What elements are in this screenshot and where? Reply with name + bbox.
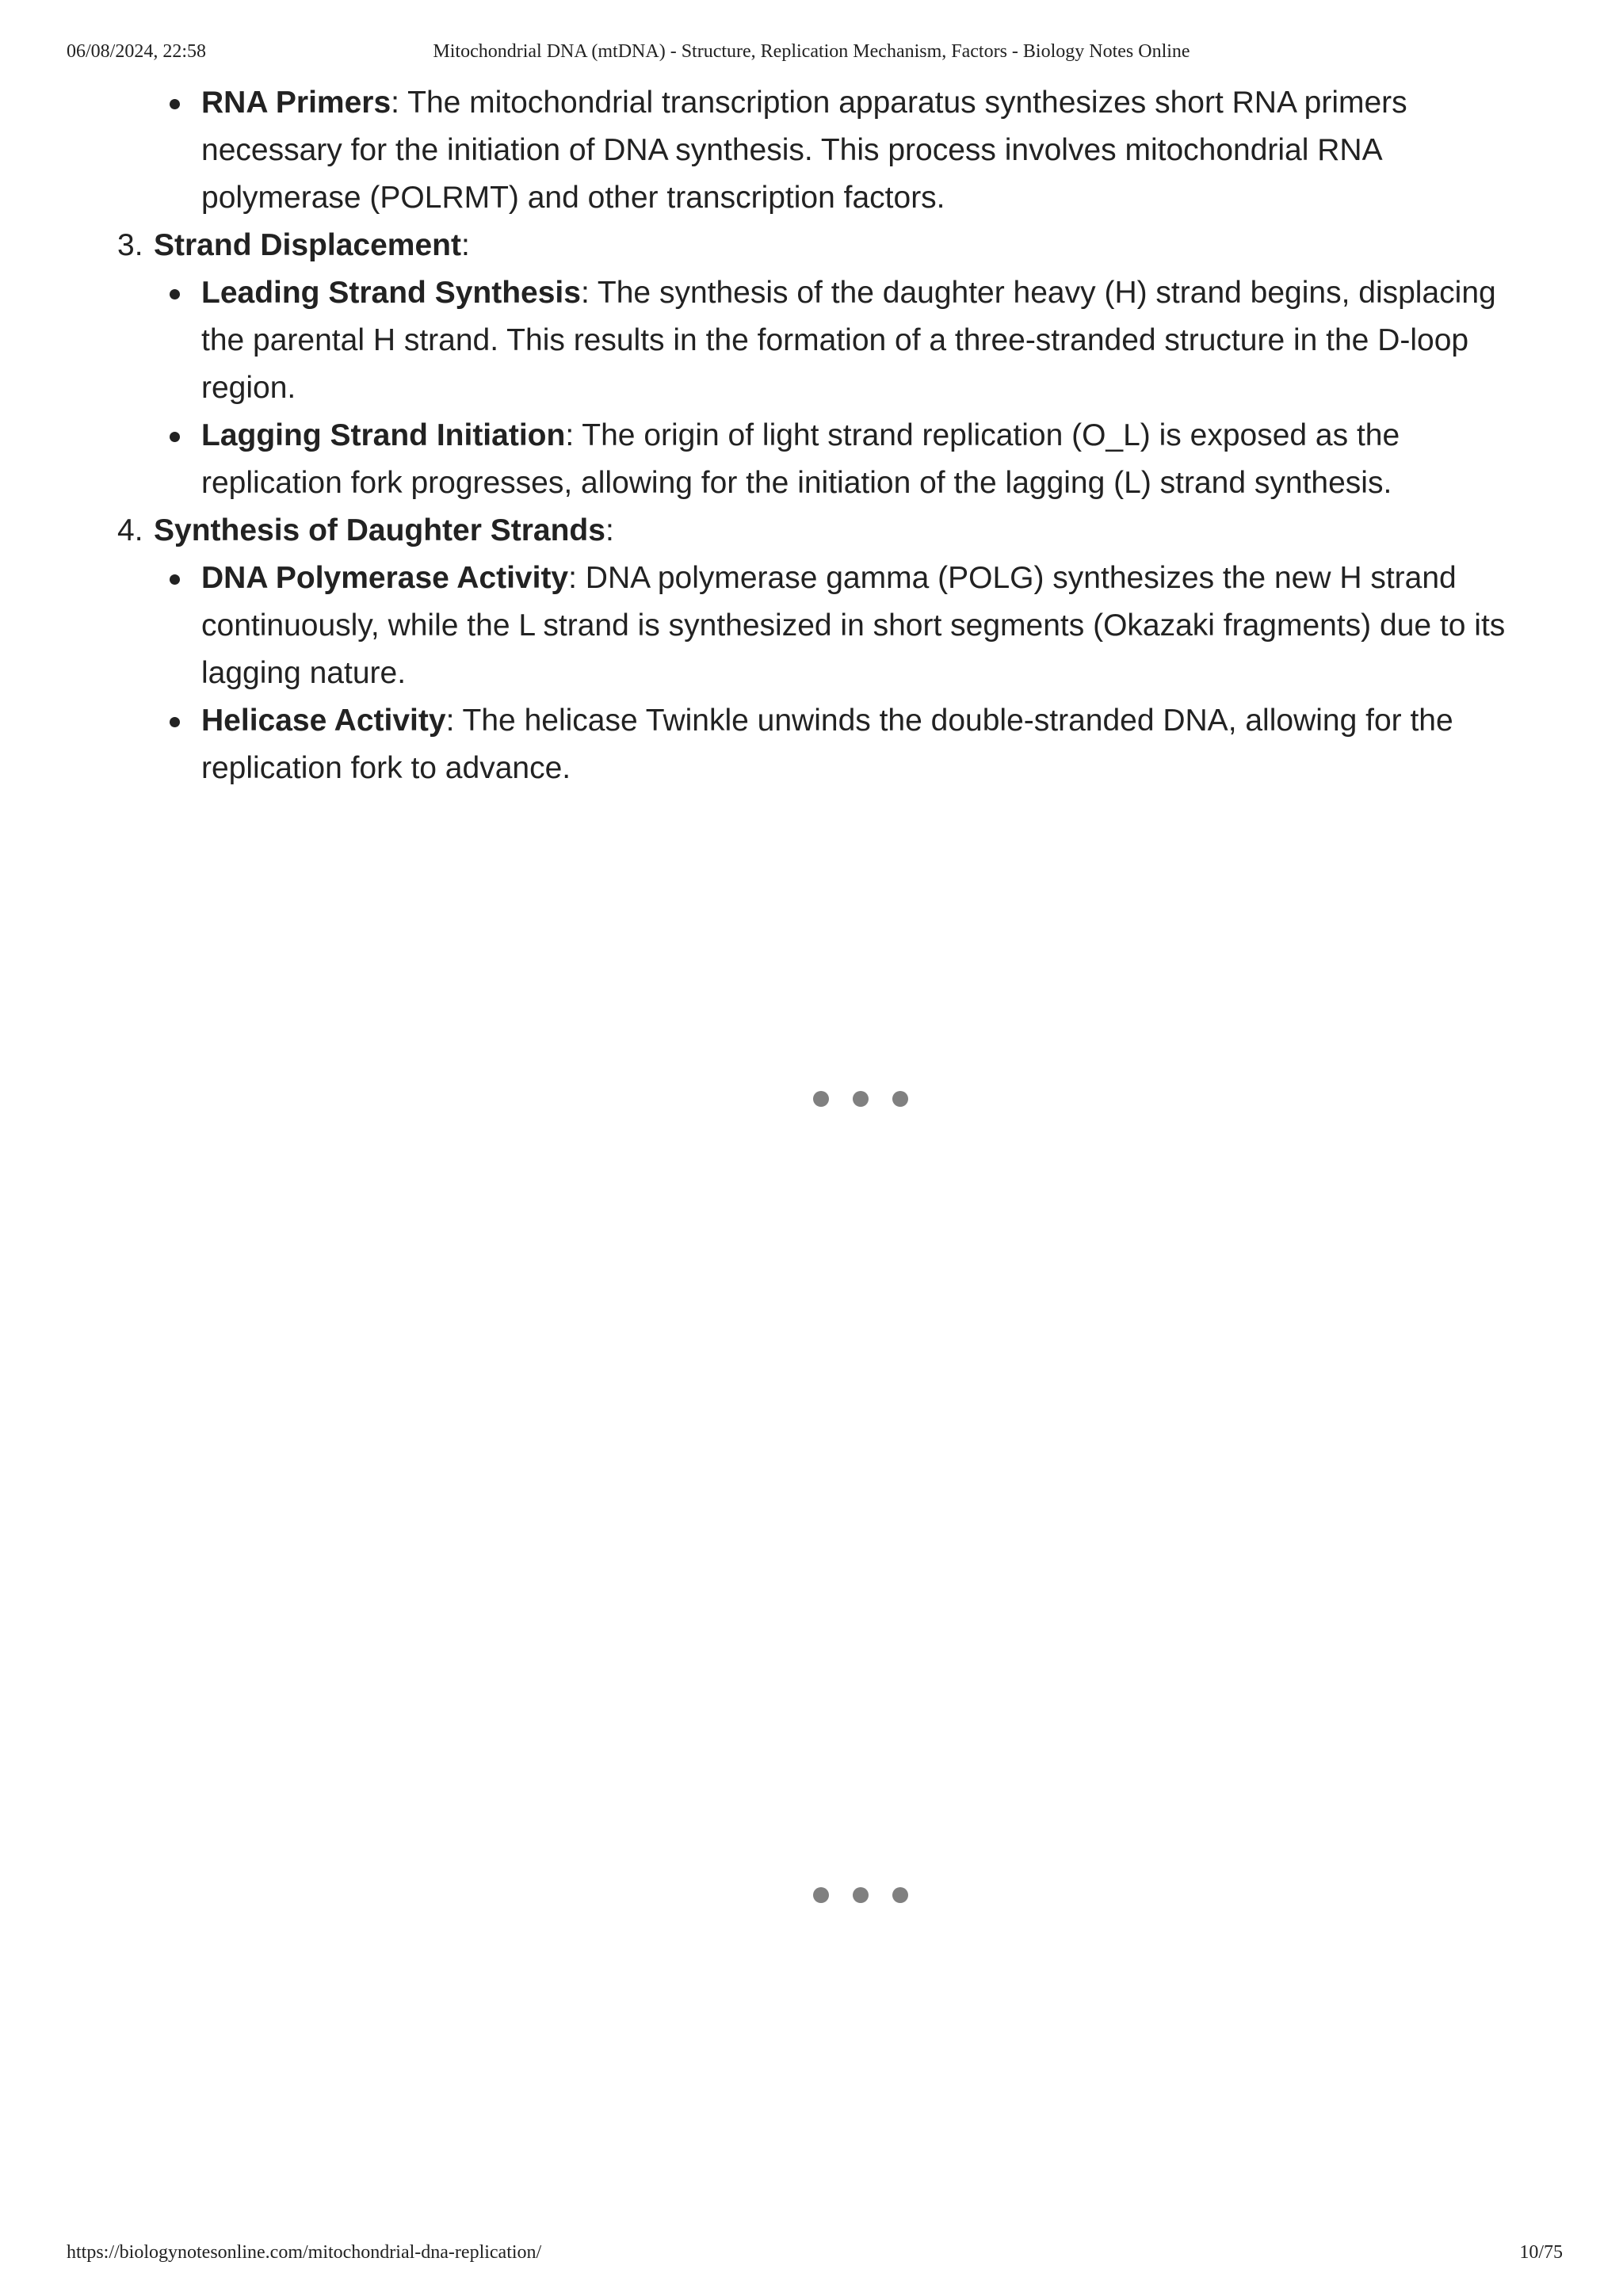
list-item-lagging-strand [117,412,1512,507]
bullet-icon [170,574,180,585]
term-label: DNA Polymerase Activity [201,561,569,595]
loading-dots-icon [813,1089,908,1108]
bullet-icon [170,432,180,442]
step-heading: Synthesis of Daughter Strands [154,513,605,547]
article-content [117,79,1512,792]
step-heading: Strand Displacement [154,228,461,262]
term-label: Lagging Strand Initiation [201,418,566,452]
dot [813,1091,829,1107]
numbered-step-3 [117,222,1512,269]
bullet-icon [170,717,180,727]
term-description: : The helicase Twinkle unwinds the double-stranded DNA, allowing for the replication fork to advance. [201,704,1453,785]
term-description: : DNA polymerase gamma (POLG) synthesizes the new H strand continuously, while the L strand is synthesized in short segments (Okazaki fragments) due to its lagging nature. [201,561,1506,690]
term-label: Helicase Activity [201,704,446,738]
list-item-helicase [117,697,1512,792]
page-number: 10/75 [1519,2242,1563,2263]
print-header [0,41,1623,67]
list-item-leading-strand [117,269,1512,412]
dot [892,1887,908,1903]
term-label: RNA Primers [201,86,391,120]
numbered-step-4 [117,507,1512,555]
bullet-icon [170,289,180,299]
print-footer [0,2242,1623,2267]
dot [892,1091,908,1107]
dot [813,1887,829,1903]
term-description: : The mitochondrial transcription apparatus synthesizes short RNA primers necessary for the initiation of DNA synthesis. This process involves mitochondrial RNA polymerase (POLRMT) and other transcription factors. [201,86,1407,215]
term-description: : The origin of light strand replication (O_L) is exposed as the replication fork progresses, allowing for the initiation of the lagging (L) strand synthesis. [201,418,1400,500]
step-heading-suffix: : [460,228,470,262]
page-url: https://biologynotesonline.com/mitochondrial-dna-replication/ [67,2242,542,2263]
term-description: : The synthesis of the daughter heavy (H) strand begins, displacing the parental H strand. This results in the formation of a three-stranded structure in the D-loop region. [201,276,1496,405]
dot [853,1091,869,1107]
print-datetime: 06/08/2024, 22:58 [67,41,207,62]
term-label: Leading Strand Synthesis [201,276,581,310]
list-item-rna-primers [117,79,1512,222]
print-page-title: Mitochondrial DNA (mtDNA) - Structure, Replication Mechanism, Factors - Biology Notes Online [433,41,1190,62]
step-number: 4. [117,513,143,547]
bullet-icon [170,99,180,109]
step-number: 3. [117,228,143,262]
loading-dots-icon [813,1886,908,1905]
dot [853,1887,869,1903]
list-item-dna-polymerase [117,555,1512,697]
step-heading-suffix: : [605,513,614,547]
